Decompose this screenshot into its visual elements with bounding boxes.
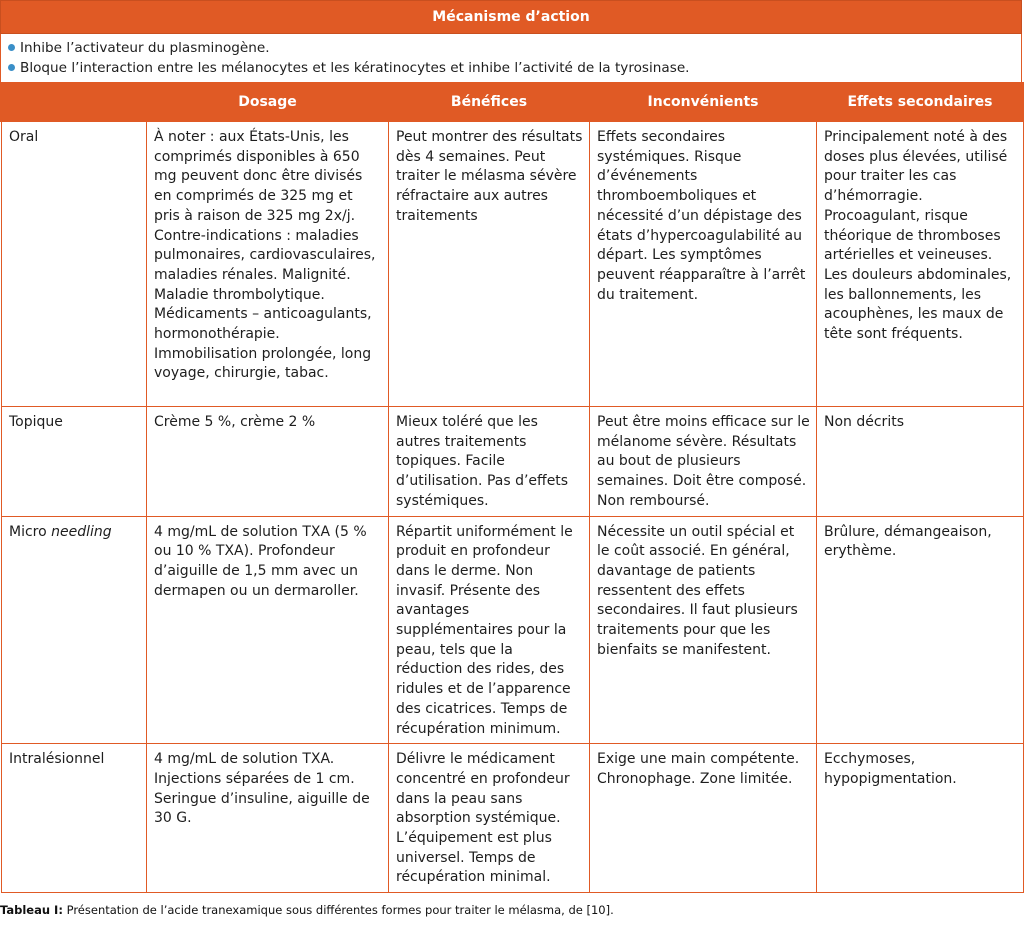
row-label: Topique: [2, 407, 147, 517]
bullet-icon: [8, 44, 15, 51]
benefits-cell: Mieux toléré que les autres traitements topiques. Facile d’utilisation. Pas d’effets systémiques.: [389, 407, 590, 517]
drawbacks-cell: Effets secondaires systémiques. Risque d’événements thromboemboliques et nécessité d’un dépistage des états d’hypercoagulabilité au départ. Les symptômes peuvent réapparaître à l’arrêt du traitement.: [590, 121, 817, 407]
dosage-cell: 4 mg/mL de solution TXA. Injections séparées de 1 cm. Seringue d’insuline, aiguille de 30 G.: [147, 744, 389, 893]
dosage-cell: À noter : aux États-Unis, les comprimés disponibles à 650 mg peuvent donc être divisés en comprimés de 325 mg et pris à raison de 325 mg 2x/j. Contre-indications : maladies pulmonaires, cardiovasculaires, maladies rénales. Malignité. Maladie thrombolytique. Médicaments – anticoagulants, hormonothérapie. Immobilisation prolongée, long voyage, chirurgie, tabac.: [147, 121, 389, 407]
dosage-cell: 4 mg/mL de solution TXA (5 % ou 10 % TXA). Profondeur d’aiguille de 1,5 mm avec un dermapen ou un dermaroller.: [147, 516, 389, 744]
benefits-cell: Délivre le médicament concentré en profondeur dans la peau sans absorption systémique. L’équipement est plus universel. Temps de récupération minimal.: [389, 744, 590, 893]
mechanism-list: [0, 34, 1022, 82]
drawbacks-cell: Peut être moins efficace sur le mélanome sévère. Résultats au bout de plusieurs semaines. Doit être composé. Non remboursé.: [590, 407, 817, 517]
row-label: Intralésionnel: [2, 744, 147, 893]
caption-text: Présentation de l’acide tranexamique sous différentes formes pour traiter le mélasma, de [10].: [62, 903, 614, 918]
column-header-drawbacks: Inconvénients: [590, 84, 817, 121]
side-effects-cell: Ecchymoses, hypopigmentation.: [817, 744, 1024, 893]
column-header-benefits: Bénéfices: [389, 84, 590, 121]
comparison-table: [0, 82, 1024, 917]
table-header-row: [2, 84, 1024, 121]
row-label: Micro needling: [2, 516, 147, 744]
mechanism-header: Mécanisme d’action: [0, 0, 1022, 34]
dosage-cell: Crème 5 %, crème 2 %: [147, 407, 389, 517]
drawbacks-cell: Exige une main compétente. Chronophage. Zone limitée.: [590, 744, 817, 893]
side-effects-cell: Non décrits: [817, 407, 1024, 517]
table-row: [2, 407, 1024, 517]
mechanism-item: Inhibe l’activateur du plasminogène.: [8, 39, 1013, 59]
column-header-dosage: Dosage: [147, 84, 389, 121]
caption-label: Tableau I:: [0, 903, 63, 918]
drawbacks-cell: Nécessite un outil spécial et le coût associé. En général, davantage de patients ressentent des effets secondaires. Il faut plusieurs traitements pour que les bienfaits se manifestent.: [590, 516, 817, 744]
row-label: Oral: [2, 121, 147, 407]
table-row: [2, 516, 1024, 744]
bullet-icon: [8, 64, 15, 71]
column-header-side-effects: Effets secondaires: [817, 84, 1024, 121]
table-caption: [0, 893, 1024, 917]
benefits-cell: Répartit uniformément le produit en profondeur dans le derme. Non invasif. Présente des avantages supplémentaires pour la peau, tels que la réduction des rides, des ridules et de l’apparence des cicatrices. Temps de récupération minimum.: [389, 516, 590, 744]
column-header: [2, 84, 147, 121]
table-row: [2, 744, 1024, 893]
table-row: [2, 121, 1024, 407]
side-effects-cell: Brûlure, démangeaison, erythème.: [817, 516, 1024, 744]
side-effects-cell: Principalement noté à des doses plus élevées, utilisé pour traiter les cas d’hémorragie. Procoagulant, risque théorique de thromboses artérielles et veineuses. Les douleurs abdominales, les ballonnements, les acouphènes, les maux de tête sont fréquents.: [817, 121, 1024, 407]
benefits-cell: Peut montrer des résultats dès 4 semaines. Peut traiter le mélasma sévère réfractaire aux autres traitements: [389, 121, 590, 407]
mechanism-item: Bloque l’interaction entre les mélanocytes et les kératinocytes et inhibe l’activité de la tyrosinase.: [8, 59, 1013, 79]
